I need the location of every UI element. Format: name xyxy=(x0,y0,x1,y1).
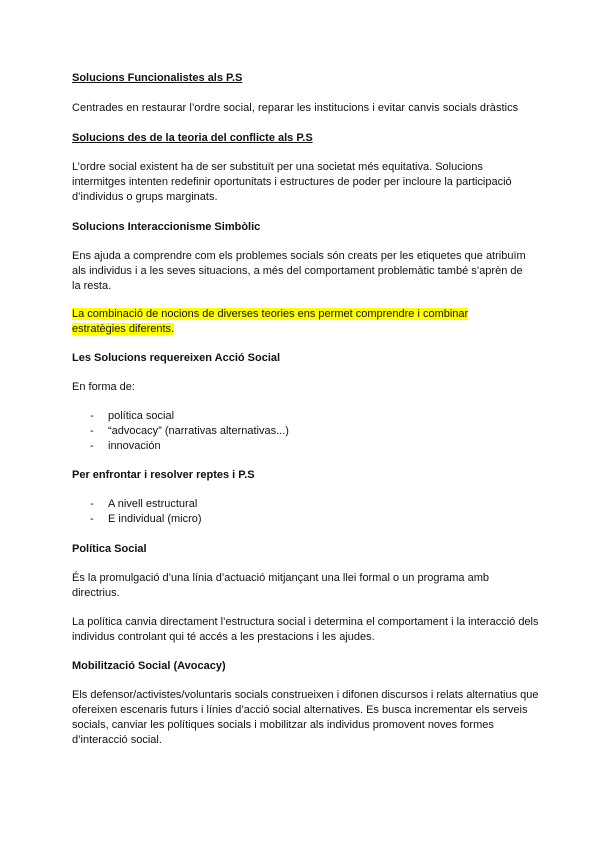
highlighted-text: La combinació de nocions de diverses teories ens permet comprendre i combinar estratègies diferents. xyxy=(72,308,469,335)
highlighted-note xyxy=(72,307,492,337)
list-item: - E individual (micro) xyxy=(72,512,532,527)
heading-interaccionisme: Solucions Interaccionisme Simbòlic xyxy=(72,221,261,233)
paragraph-funcionalistes: Centrades en restaurar l’ordre social, reparar les institucions i evitar canvis socials dràstics xyxy=(72,102,519,114)
heading-funcionalistes: Solucions Funcionalistes als P.S xyxy=(72,72,243,84)
list-item: - innovación xyxy=(72,439,532,454)
list-item: - política social xyxy=(72,409,532,424)
heading-mobilitzacio: Mobilització Social (Avocacy) xyxy=(72,660,226,672)
heading-teoria-conflicte: Solucions des de la teoria del conflicte als P.S xyxy=(72,132,313,144)
paragraph-mobilitzacio: Els defensor/activistes/voluntaris socials construeixen i difonen discursos i relats alternatius que ofereixen escenaris futurs i línies d’acció social alternatives. Es busca incrementar els serveis socials, canviar les polítiques socials i mobilitzar als individus promovent noves formes d’interacció social. xyxy=(72,689,539,746)
list-intro: En forma de: xyxy=(72,381,135,393)
accio-social-list xyxy=(72,409,532,454)
reptes-list xyxy=(72,497,532,527)
paragraph-interaccionisme: Ens ajuda a comprendre com els problemes socials són creats per les etiquetes que atribuïm als individus i a les seves situacions, a més del comportament problemàtic també s’aprèn de la resta. xyxy=(72,250,526,292)
heading-reptes: Per enfrontar i resolver reptes i P.S xyxy=(72,469,255,481)
heading-politica-social: Política Social xyxy=(72,543,147,555)
heading-accio-social: Les Solucions requereixen Acció Social xyxy=(72,352,281,364)
list-item: - “advocacy” (narrativas alternativas...) xyxy=(72,424,532,439)
paragraph-politica-1: És la promulgació d’una línia d’actuació mitjançant una llei formal o un programa amb directrius. xyxy=(72,572,490,599)
list-item: - A nivell estructural xyxy=(72,497,532,512)
paragraph-teoria-conflicte: L’ordre social existent ha de ser substituït per una societat més equitativa. Solucions intermitges intenten redefinir oportunitats i estructures de poder per incloure la participació d’individus o grups marginats. xyxy=(72,161,512,203)
paragraph-politica-2: La política canvia directament l’estructura social i determina el comportament i la interacció dels individus controlant qui té accés a les prestacions i les ajudes. xyxy=(72,616,539,643)
